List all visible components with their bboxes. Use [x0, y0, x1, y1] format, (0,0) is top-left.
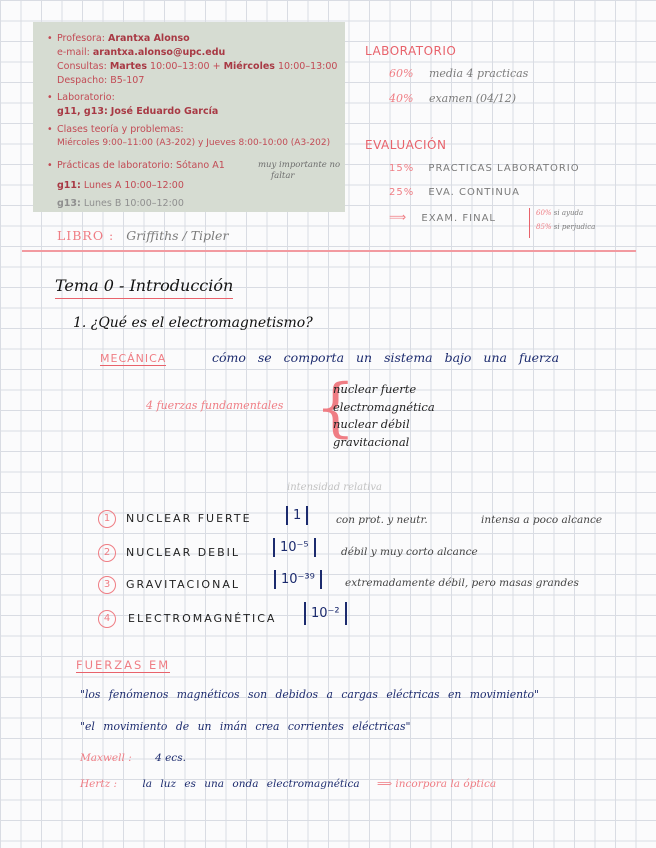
bullet: •: [47, 92, 53, 103]
eval-brace: [529, 208, 532, 238]
bullet: •: [47, 124, 53, 135]
profesora-line: Profesora: Arantxa Alonso: [57, 33, 190, 44]
bullet: •: [47, 160, 53, 171]
force-name: NUCLEAR DEBIL: [126, 546, 241, 559]
force-value: 10⁻²: [304, 602, 347, 625]
mecanica-text: cómo se comporta un sistema bajo una fuerza: [212, 350, 560, 365]
course-info-box: [33, 22, 345, 212]
fuerza-item: nuclear débil: [333, 417, 410, 431]
maxwell-row: Maxwell : 4 ecs.: [80, 752, 186, 764]
practicas-line: Prácticas de laboratorio: Sótano A1: [57, 160, 225, 171]
libro-row: [57, 228, 228, 243]
g13-line: g13: Lunes B 10:00–12:00: [57, 198, 184, 209]
laboratorio-line: g11, g13: José Eduardo García: [57, 106, 219, 117]
eval-row-3: ⟹ EXAM. FINAL: [389, 210, 496, 224]
force-value: 1: [286, 506, 308, 525]
force-note: extremadamente débil, pero masas grandes: [345, 577, 579, 589]
eval-row-2: 25% EVA. CONTINUA: [389, 187, 520, 198]
clases-label: Clases teoría y problemas:: [57, 124, 184, 135]
fuerzas-fundamentales-label: 4 fuerzas fundamentales: [146, 399, 284, 412]
lab-row-1: 60% media 4 practicas: [389, 67, 529, 80]
section-divider: [22, 250, 636, 252]
note-line-2: faltar: [271, 171, 295, 181]
force-value: 10⁻⁵: [273, 538, 316, 557]
laboratorio-label: Laboratorio:: [57, 92, 115, 103]
force-name: ELECTROMAGNÉTICA: [128, 612, 277, 625]
number-circle: 2: [98, 544, 116, 562]
note-line-1: muy importante no: [258, 160, 341, 170]
fuerza-item: gravitacional: [333, 434, 410, 449]
email-line: e-mail: arantxa.alonso@upc.edu: [57, 47, 226, 58]
force-note: débil y muy corto alcance: [341, 546, 478, 558]
force-name: NUCLEAR FUERTE: [126, 512, 252, 525]
quote-1: "los fenómenos magnéticos son debidos a cargas eléctricas en movimiento": [80, 688, 539, 701]
despacho-line: Despacho: B5-107: [57, 75, 145, 86]
force-name: GRAVITACIONAL: [126, 578, 240, 591]
clases-line: Miércoles 9:00–11:00 (A3-202) y Jueves 8:00-10:00 (A3-202): [57, 138, 331, 148]
g11-line: g11: Lunes A 10:00–12:00: [57, 180, 184, 191]
tema-title: Tema 0 - Introducción: [55, 276, 233, 295]
intensidad-label: intensidad relativa: [287, 482, 382, 493]
consultas-line: Consultas: Martes 10:00–13:00 + Miércoles 10:00–13:00: [57, 61, 338, 72]
evaluacion-heading: EVALUACIÓN: [365, 138, 447, 152]
fuerza-item: electromagnética: [333, 399, 435, 414]
force-note-2: intensa a poco alcance: [481, 514, 603, 526]
quote-2: "el movimiento de un imán crea corrientes eléctricas": [80, 720, 411, 733]
arrow-icon: ⟹: [389, 210, 408, 224]
libro-value: Griffiths / Tipler: [126, 228, 229, 243]
number-circle: 1: [98, 510, 116, 528]
fuerzas-list: [333, 381, 435, 451]
force-value: 10⁻³⁹: [274, 570, 322, 589]
force-note: con prot. y neutr.: [336, 514, 428, 526]
number-circle: 3: [98, 576, 116, 594]
lab-row-2: 40% examen (04/12): [389, 92, 517, 105]
eval-row-1: 15% PRACTICAS LABORATORIO: [389, 163, 580, 174]
eval-option-1: 60% si ayuda: [536, 209, 584, 217]
laboratorio-heading: LABORATORIO: [365, 44, 457, 58]
question-1-title: 1. ¿Qué es el electromagnetismo?: [73, 315, 313, 331]
number-circle: 4: [98, 610, 116, 628]
bullet: •: [47, 33, 53, 44]
hertz-row: Hertz : la luz es una onda electromagnética ⟹ incorpora la óptica: [80, 778, 497, 790]
left-brace: {: [315, 371, 356, 445]
eval-option-2: 85% si perjudica: [536, 223, 596, 231]
mecanica-label: MECÁNICA: [100, 352, 167, 365]
libro-label: LIBRO :: [57, 228, 115, 243]
fuerza-item: nuclear fuerte: [333, 382, 417, 396]
fuerzas-em-label: FUERZAS EM: [76, 658, 171, 672]
